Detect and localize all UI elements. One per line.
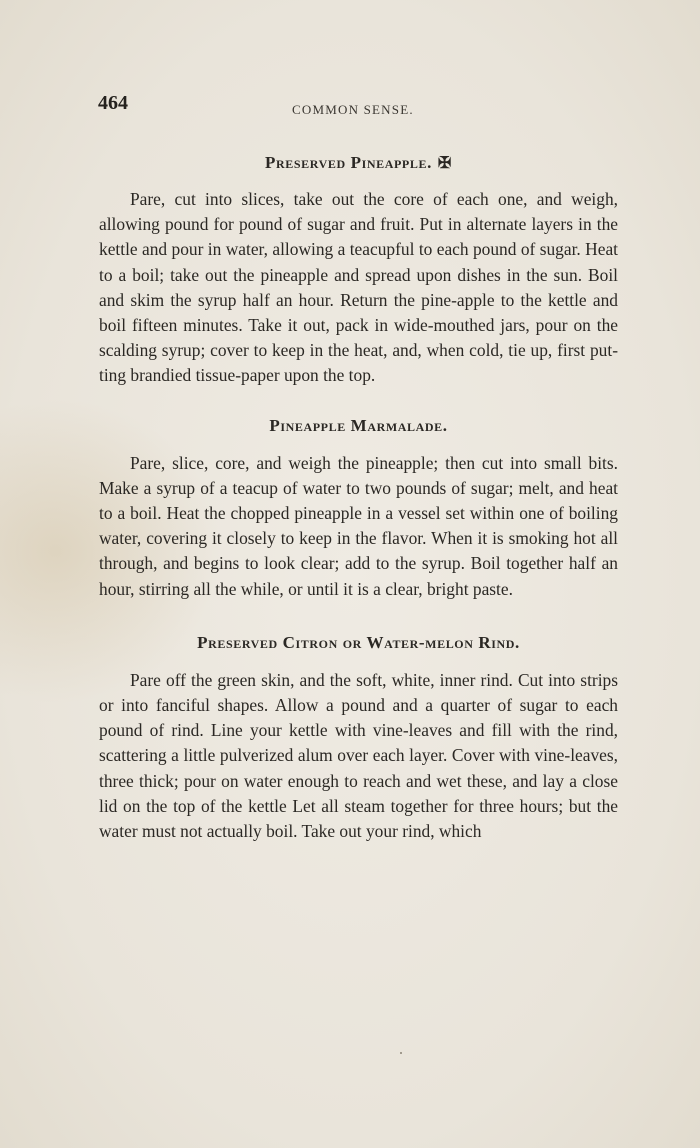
recipe-title: Pineapple Marmalade.: [269, 415, 448, 435]
recipe-pineapple-marmalade: [99, 411, 618, 602]
cross-mark-icon: ✠: [437, 155, 452, 172]
recipe-title-text: Preserved Pineapple.: [265, 153, 432, 172]
recipe-preserved-citron-rind: [99, 628, 618, 844]
recipe-body: Pare, slice, core, and weigh the pineapple; then cut into small bits. Make a syrup of a teacup of water to two pounds of sugar; melt, and heat to a boil. Heat the chopped pineapple in a vessel set within one of boiling water, covering it closely to keep in the flavor. When it is smoking hot all through, and begins to look clear; add to the syrup. Boil together half an hour, stirring all the while, or until it is a clear, bright paste.: [99, 452, 618, 599]
paper-speck: [400, 1052, 402, 1054]
recipe-body: Pare off the green skin, and the soft, white, inner rind. Cut into strips or into fanciful shapes. Allow a pound and a quarter of sugar to each pound of rind. Line your kettle with vine-leaves and fill with the rind, scattering a little pulverized alum over each layer. Cover with vine-leaves, three thick; pour on water enough to reach and wet these, and lay a close lid on the top of the kettle Let all steam together for three hours; but the water must not actually boil. Take out your rind, which: [99, 669, 618, 842]
running-title: COMMON SENSE.: [292, 102, 414, 117]
page-number: 464: [98, 92, 128, 114]
recipe-title: Preserved Citron or Water-melon Rind.: [197, 632, 520, 652]
recipe-preserved-pineapple: [99, 148, 618, 389]
recipe-body: Pare, cut into slices, take out the core of each one, and weigh, allowing pound for pound of sugar and fruit. Put in alternate layers in the kettle and pour in water, allowing a teacupful to each pound of sugar. Heat to a boil; take out the pineapple and spread upon dishes in the sun. Boil and skim the syrup half an hour. Return the pine-apple to the kettle and boil fifteen minutes. Take it out, pack in wide-mouthed jars, pour on the scalding syrup; cover to keep in the heat, and, when cold, tie up, first put-ting brandied tissue-paper upon the top.: [99, 189, 618, 386]
text-column: [99, 148, 618, 844]
recipe-title: [99, 148, 618, 179]
running-head: [98, 92, 618, 116]
